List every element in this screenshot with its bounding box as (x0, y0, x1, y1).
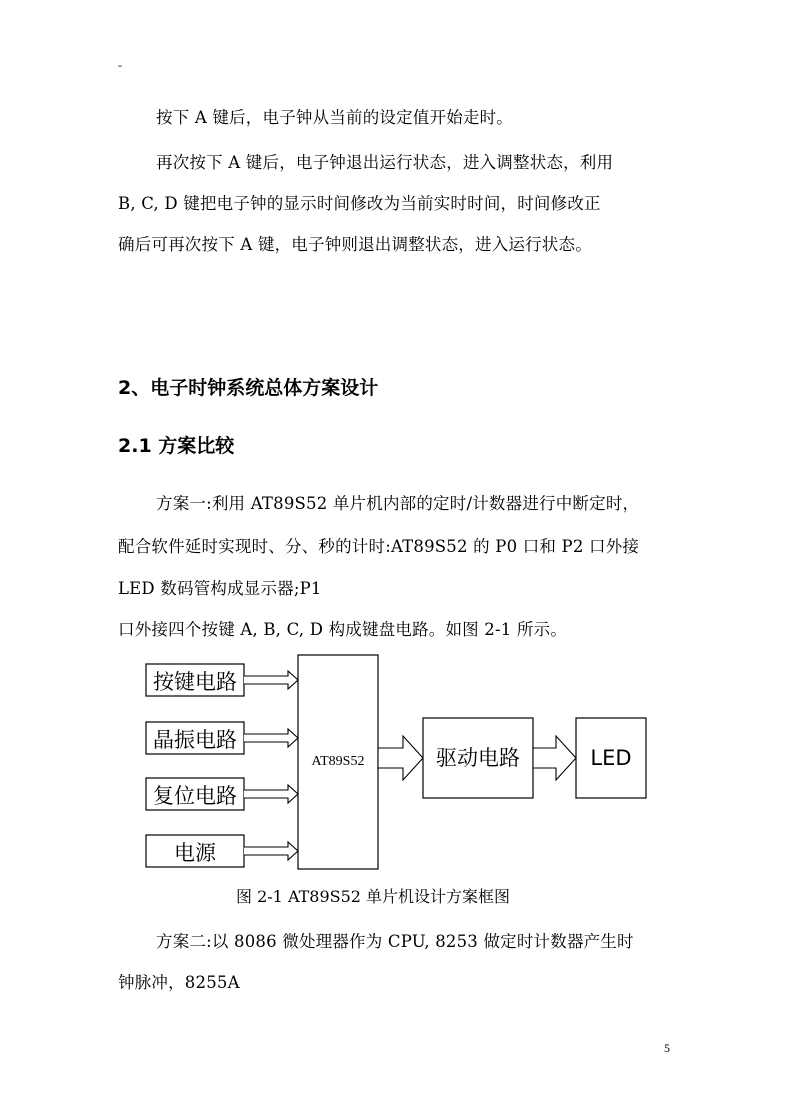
paragraph-line: 确后可再次按下 A 键，电子钟则退出调整状态，进入运行状态。 (118, 235, 592, 254)
paragraph-line: 再次按下 A 键后，电子钟退出运行状态，进入调整状态，利用 (156, 153, 614, 172)
driver-label: 驱动电路 (436, 746, 520, 770)
scheme1-line: 配合软件延时实现时、分、秒的计时:AT89S52 的 P0 口和 P2 口外接 (118, 537, 640, 556)
subsection-title: 2.1 方案比较 (118, 435, 235, 457)
arrow-mcu-driver-icon (378, 736, 423, 780)
arrow-reset-icon (244, 785, 298, 803)
led-label: LED (590, 746, 632, 770)
paragraph-line: B, C, D 键把电子钟的显示时间修改为当前实时时间，时间修改正 (118, 194, 601, 213)
scheme1-line: LED 数码管构成显示器;P1 (118, 579, 322, 598)
header-mark: - (118, 58, 122, 72)
section-title: 2、电子时钟系统总体方案设计 (118, 377, 379, 399)
input-label-reset: 复位电路 (153, 784, 237, 808)
page-number: 5 (664, 1041, 670, 1055)
input-label-crystal: 晶振电路 (153, 728, 237, 752)
input-label-power: 电源 (174, 841, 216, 865)
scheme1-line: 方案一:利用 AT89S52 单片机内部的定时/计数器进行中断定时， (156, 494, 640, 513)
scheme2-line: 方案二:以 8086 微处理器作为 CPU, 8253 做定时计数器产生时 (156, 932, 634, 951)
figure-caption: 图 2-1 AT89S52 单片机设计方案框图 (236, 887, 511, 906)
arrow-power-icon (244, 842, 298, 860)
scheme1-line: 口外接四个按键 A, B, C, D 构成键盘电路。如图 2-1 所示。 (118, 620, 568, 639)
arrow-keys-icon (244, 671, 298, 689)
paragraph-line: 按下 A 键后，电子钟从当前的设定值开始走时。 (156, 108, 514, 127)
arrow-driver-led-icon (533, 736, 576, 780)
input-label-keys: 按键电路 (153, 670, 237, 694)
mcu-label: AT89S52 (311, 754, 365, 769)
arrow-crystal-icon (244, 729, 298, 747)
scheme2-line: 钟脉冲，8255A (118, 973, 240, 992)
